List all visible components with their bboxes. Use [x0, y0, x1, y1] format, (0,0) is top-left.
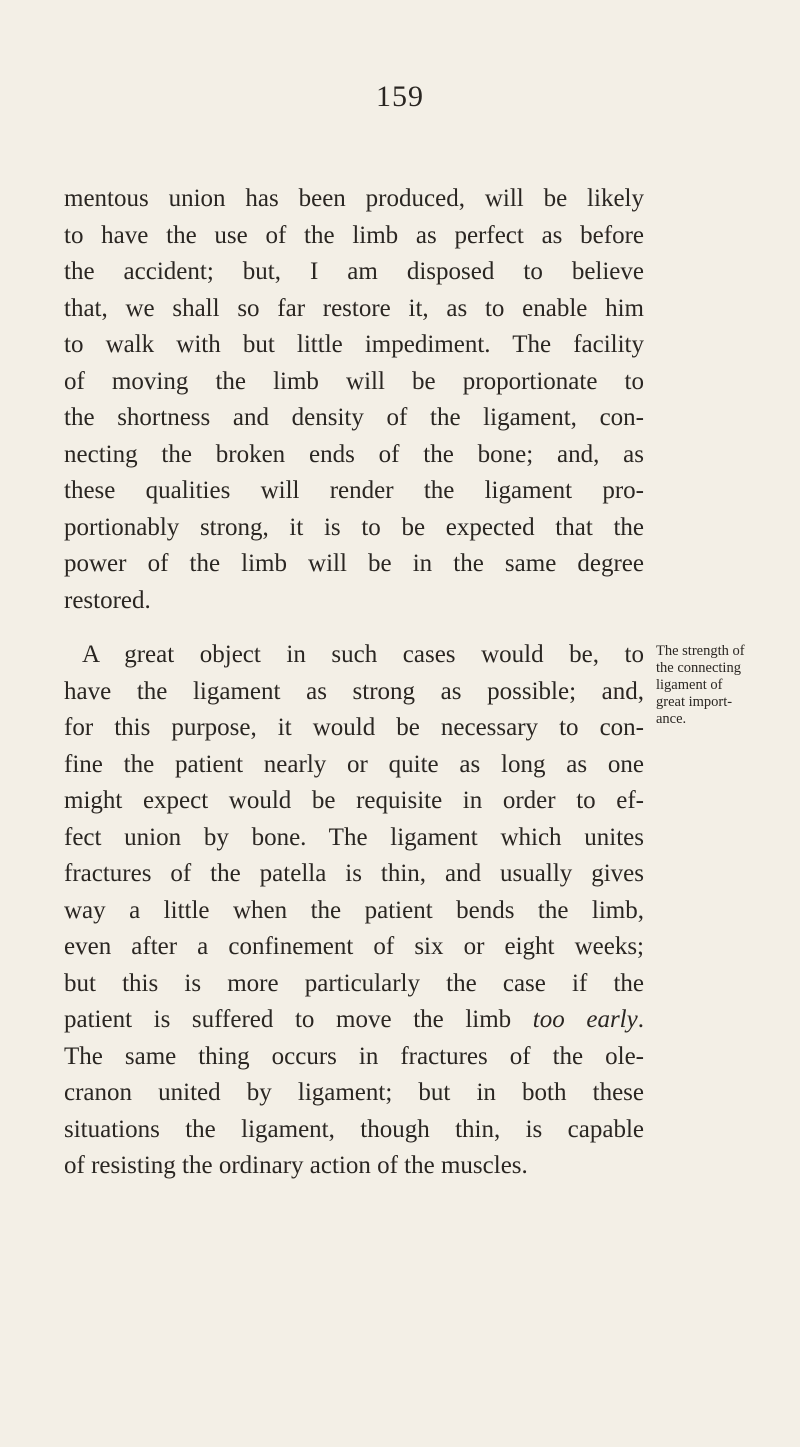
text-line: cranon united by ligament; but in both these: [64, 1079, 644, 1106]
text-line: fect union by bone. The ligament which unites: [64, 823, 644, 851]
text-line: that, we shall so far restore it, as to enable him: [64, 294, 644, 322]
paragraph-2: [64, 637, 644, 1185]
marginal-note-line: the connecting: [656, 660, 741, 676]
text-run: .: [637, 1006, 644, 1033]
marginal-note-line: The strength of: [656, 643, 745, 659]
text-line: but this is more particularly the case if the: [64, 969, 644, 997]
text-line: situations the ligament, though thin, is capable: [64, 1115, 644, 1143]
text-line: The same thing occurs in fractures of the ole-: [64, 1042, 644, 1070]
text-line: even after a confinement of six or eight weeks;: [64, 933, 644, 960]
text-line: might expect would be requisite in order to ef-: [64, 787, 644, 814]
text-line: to walk with but little impediment. The facility: [64, 331, 644, 358]
text-line: power of the limb will be in the same degree: [64, 550, 644, 577]
text-line-with-italic: [64, 1002, 644, 1039]
text-line: restored.: [64, 586, 151, 614]
text-line: mentous union has been produced, will be likely: [64, 185, 644, 212]
text-run: patient is suffered to move the limb: [64, 1006, 533, 1033]
text-line: to have the use of the limb as perfect as before: [64, 221, 644, 249]
marginal-note-line: ligament of: [656, 677, 723, 693]
text-line: fractures of the patella is thin, and usually gives: [64, 860, 644, 887]
text-line: way a little when the patient bends the limb,: [64, 896, 644, 924]
text-line: fine the patient nearly or quite as long as one: [64, 750, 644, 778]
text-line: the accident; but, I am disposed to believe: [64, 258, 644, 285]
paragraph-1: [64, 181, 644, 619]
text-line: A great object in such cases would be, to: [82, 641, 644, 668]
marginal-note: [656, 643, 786, 728]
text-line: the shortness and density of the ligament, con-: [64, 404, 644, 431]
text-line: have the ligament as strong as possible; and,: [64, 677, 644, 705]
text-line: these qualities will render the ligament pro-: [64, 477, 644, 504]
page-number: 159: [376, 80, 424, 113]
text-line: for this purpose, it would be necessary to con-: [64, 714, 644, 741]
marginal-note-line: ance.: [656, 711, 687, 727]
text-line: of resisting the ordinary action of the muscles.: [64, 1152, 528, 1179]
marginal-note-line: great import-: [656, 694, 733, 710]
text-line: portionably strong, it is to be expected that the: [64, 513, 644, 541]
text-line: of moving the limb will be proportionate to: [64, 367, 644, 395]
italic-phrase: too early: [532, 1006, 638, 1033]
text-line: necting the broken ends of the bone; and, as: [64, 440, 644, 468]
